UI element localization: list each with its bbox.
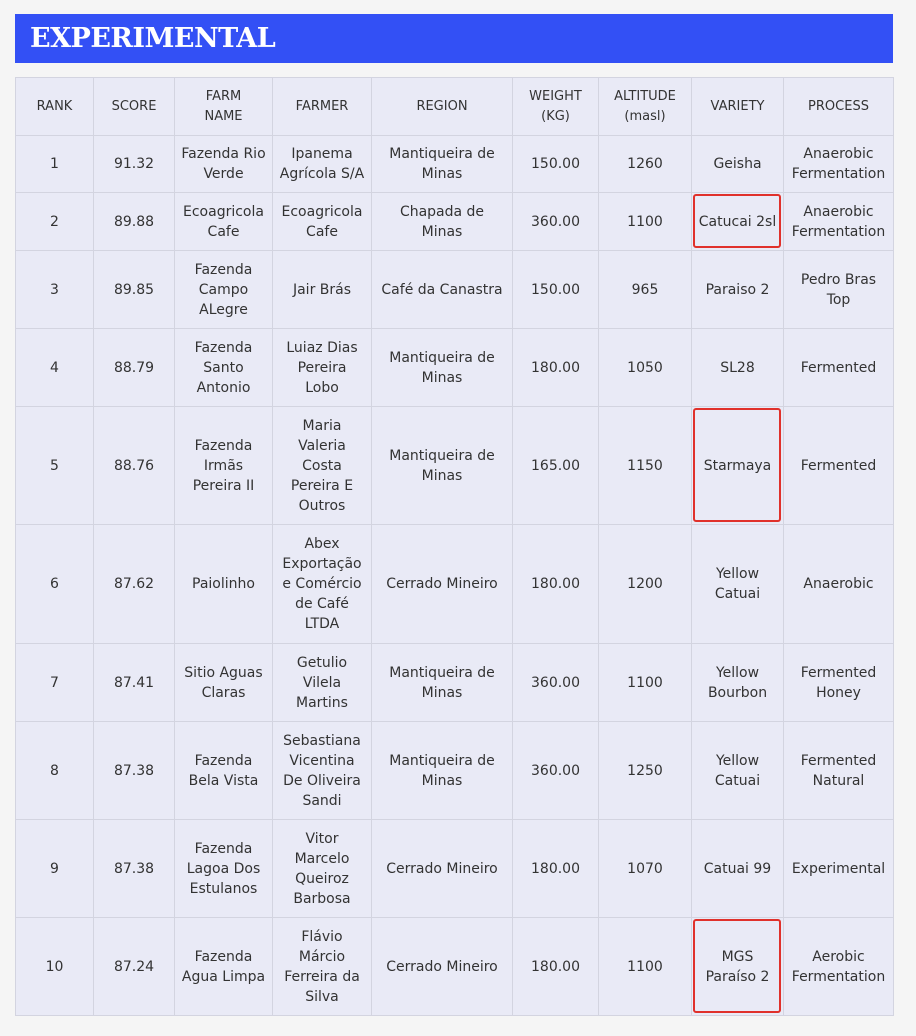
cell-altitude: 965	[599, 251, 692, 329]
cell-farmer: Ipanema Agrícola S/A	[273, 136, 372, 193]
table-row	[16, 251, 894, 329]
cell-score: 87.62	[94, 525, 175, 644]
table-row	[16, 407, 894, 525]
table-body	[16, 136, 894, 1016]
cell-farm-name: Ecoagricola Cafe	[175, 193, 273, 251]
cell-process: Anaerobic Fermentation	[784, 136, 894, 193]
table-row	[16, 136, 894, 193]
table-row	[16, 722, 894, 820]
cell-variety: Paraiso 2	[692, 251, 784, 329]
cell-score: 89.85	[94, 251, 175, 329]
cell-farmer: Jair Brás	[273, 251, 372, 329]
cell-weight: 180.00	[513, 820, 599, 918]
cell-region: Mantiqueira de Minas	[372, 407, 513, 525]
cell-farm-name: Fazenda Agua Limpa	[175, 918, 273, 1016]
header-rank: RANK	[16, 78, 94, 136]
cell-rank: 7	[16, 644, 94, 722]
cell-region: Cerrado Mineiro	[372, 918, 513, 1016]
cell-altitude: 1250	[599, 722, 692, 820]
cell-process: Fermented	[784, 329, 894, 407]
cell-altitude: 1050	[599, 329, 692, 407]
cell-farmer: Luiaz Dias Pereira Lobo	[273, 329, 372, 407]
cell-variety: Catuai 99	[692, 820, 784, 918]
cell-region: Chapada de Minas	[372, 193, 513, 251]
cell-farmer: Ecoagricola Cafe	[273, 193, 372, 251]
cell-variety-highlighted: MGS Paraíso 2	[692, 918, 784, 1016]
cell-rank: 9	[16, 820, 94, 918]
cell-farm-name: Fazenda Santo Antonio	[175, 329, 273, 407]
cell-farmer: Abex Exportação e Comércio de Café LTDA	[273, 525, 372, 644]
cell-weight: 360.00	[513, 193, 599, 251]
cell-variety: Yellow Catuai	[692, 722, 784, 820]
cell-process: Fermented Honey	[784, 644, 894, 722]
cell-region: Café da Canastra	[372, 251, 513, 329]
cell-farm-name: Fazenda Bela Vista	[175, 722, 273, 820]
cell-farmer: Flávio Márcio Ferreira da Silva	[273, 918, 372, 1016]
cell-score: 89.88	[94, 193, 175, 251]
cell-rank: 2	[16, 193, 94, 251]
header-variety: VARIETY	[692, 78, 784, 136]
cell-farm-name: Fazenda Lagoa Dos Estulanos	[175, 820, 273, 918]
table-row	[16, 193, 894, 251]
cell-score: 87.41	[94, 644, 175, 722]
table-row	[16, 644, 894, 722]
table-row	[16, 820, 894, 918]
cell-weight: 180.00	[513, 329, 599, 407]
table-row	[16, 918, 894, 1016]
cell-altitude: 1100	[599, 918, 692, 1016]
cell-score: 88.79	[94, 329, 175, 407]
cell-rank: 10	[16, 918, 94, 1016]
cell-score: 87.38	[94, 820, 175, 918]
header-farm-name: FARM NAME	[175, 78, 273, 136]
cell-farm-name: Fazenda Irmãs Pereira II	[175, 407, 273, 525]
cell-process: Anaerobic	[784, 525, 894, 644]
cell-weight: 180.00	[513, 525, 599, 644]
cell-weight: 165.00	[513, 407, 599, 525]
results-table	[15, 77, 894, 1016]
cell-altitude: 1200	[599, 525, 692, 644]
header-farmer: FARMER	[273, 78, 372, 136]
cell-region: Cerrado Mineiro	[372, 820, 513, 918]
cell-region: Mantiqueira de Minas	[372, 722, 513, 820]
cell-region: Cerrado Mineiro	[372, 525, 513, 644]
header-altitude: ALTITUDE (masl)	[599, 78, 692, 136]
cell-region: Mantiqueira de Minas	[372, 644, 513, 722]
header-process: PROCESS	[784, 78, 894, 136]
cell-process: Pedro Bras Top	[784, 251, 894, 329]
cell-score: 87.24	[94, 918, 175, 1016]
cell-score: 88.76	[94, 407, 175, 525]
cell-farmer: Getulio Vilela Martins	[273, 644, 372, 722]
cell-process: Anaerobic Fermentation	[784, 193, 894, 251]
cell-farm-name: Paiolinho	[175, 525, 273, 644]
table-row	[16, 525, 894, 644]
cell-rank: 5	[16, 407, 94, 525]
cell-variety-highlighted: Catucai 2sl	[692, 193, 784, 251]
cell-rank: 3	[16, 251, 94, 329]
section-title: EXPERIMENTAL	[30, 23, 276, 54]
header-row	[16, 78, 894, 136]
cell-region: Mantiqueira de Minas	[372, 329, 513, 407]
cell-weight: 180.00	[513, 918, 599, 1016]
cell-process: Fermented	[784, 407, 894, 525]
cell-process: Aerobic Fermentation	[784, 918, 894, 1016]
header-region: REGION	[372, 78, 513, 136]
cell-farmer: Vitor Marcelo Queiroz Barbosa	[273, 820, 372, 918]
cell-process: Experimental	[784, 820, 894, 918]
cell-altitude: 1260	[599, 136, 692, 193]
cell-weight: 150.00	[513, 136, 599, 193]
cell-rank: 6	[16, 525, 94, 644]
cell-variety: Geisha	[692, 136, 784, 193]
cell-weight: 360.00	[513, 644, 599, 722]
table-row	[16, 329, 894, 407]
cell-rank: 1	[16, 136, 94, 193]
cell-variety: Yellow Catuai	[692, 525, 784, 644]
cell-farm-name: Fazenda Campo ALegre	[175, 251, 273, 329]
cell-weight: 150.00	[513, 251, 599, 329]
cell-farm-name: Sitio Aguas Claras	[175, 644, 273, 722]
cell-farmer: Sebastiana Vicentina De Oliveira Sandi	[273, 722, 372, 820]
cell-rank: 4	[16, 329, 94, 407]
cell-altitude: 1150	[599, 407, 692, 525]
cell-altitude: 1100	[599, 193, 692, 251]
cell-altitude: 1100	[599, 644, 692, 722]
cell-variety: SL28	[692, 329, 784, 407]
section-banner	[15, 14, 893, 63]
cell-region: Mantiqueira de Minas	[372, 136, 513, 193]
cell-rank: 8	[16, 722, 94, 820]
cell-process: Fermented Natural	[784, 722, 894, 820]
cell-score: 91.32	[94, 136, 175, 193]
cell-farm-name: Fazenda Rio Verde	[175, 136, 273, 193]
cell-score: 87.38	[94, 722, 175, 820]
cell-farmer: Maria Valeria Costa Pereira E Outros	[273, 407, 372, 525]
header-score: SCORE	[94, 78, 175, 136]
cell-variety-highlighted: Starmaya	[692, 407, 784, 525]
cell-weight: 360.00	[513, 722, 599, 820]
cell-altitude: 1070	[599, 820, 692, 918]
cell-variety: Yellow Bourbon	[692, 644, 784, 722]
header-weight: WEIGHT (KG)	[513, 78, 599, 136]
